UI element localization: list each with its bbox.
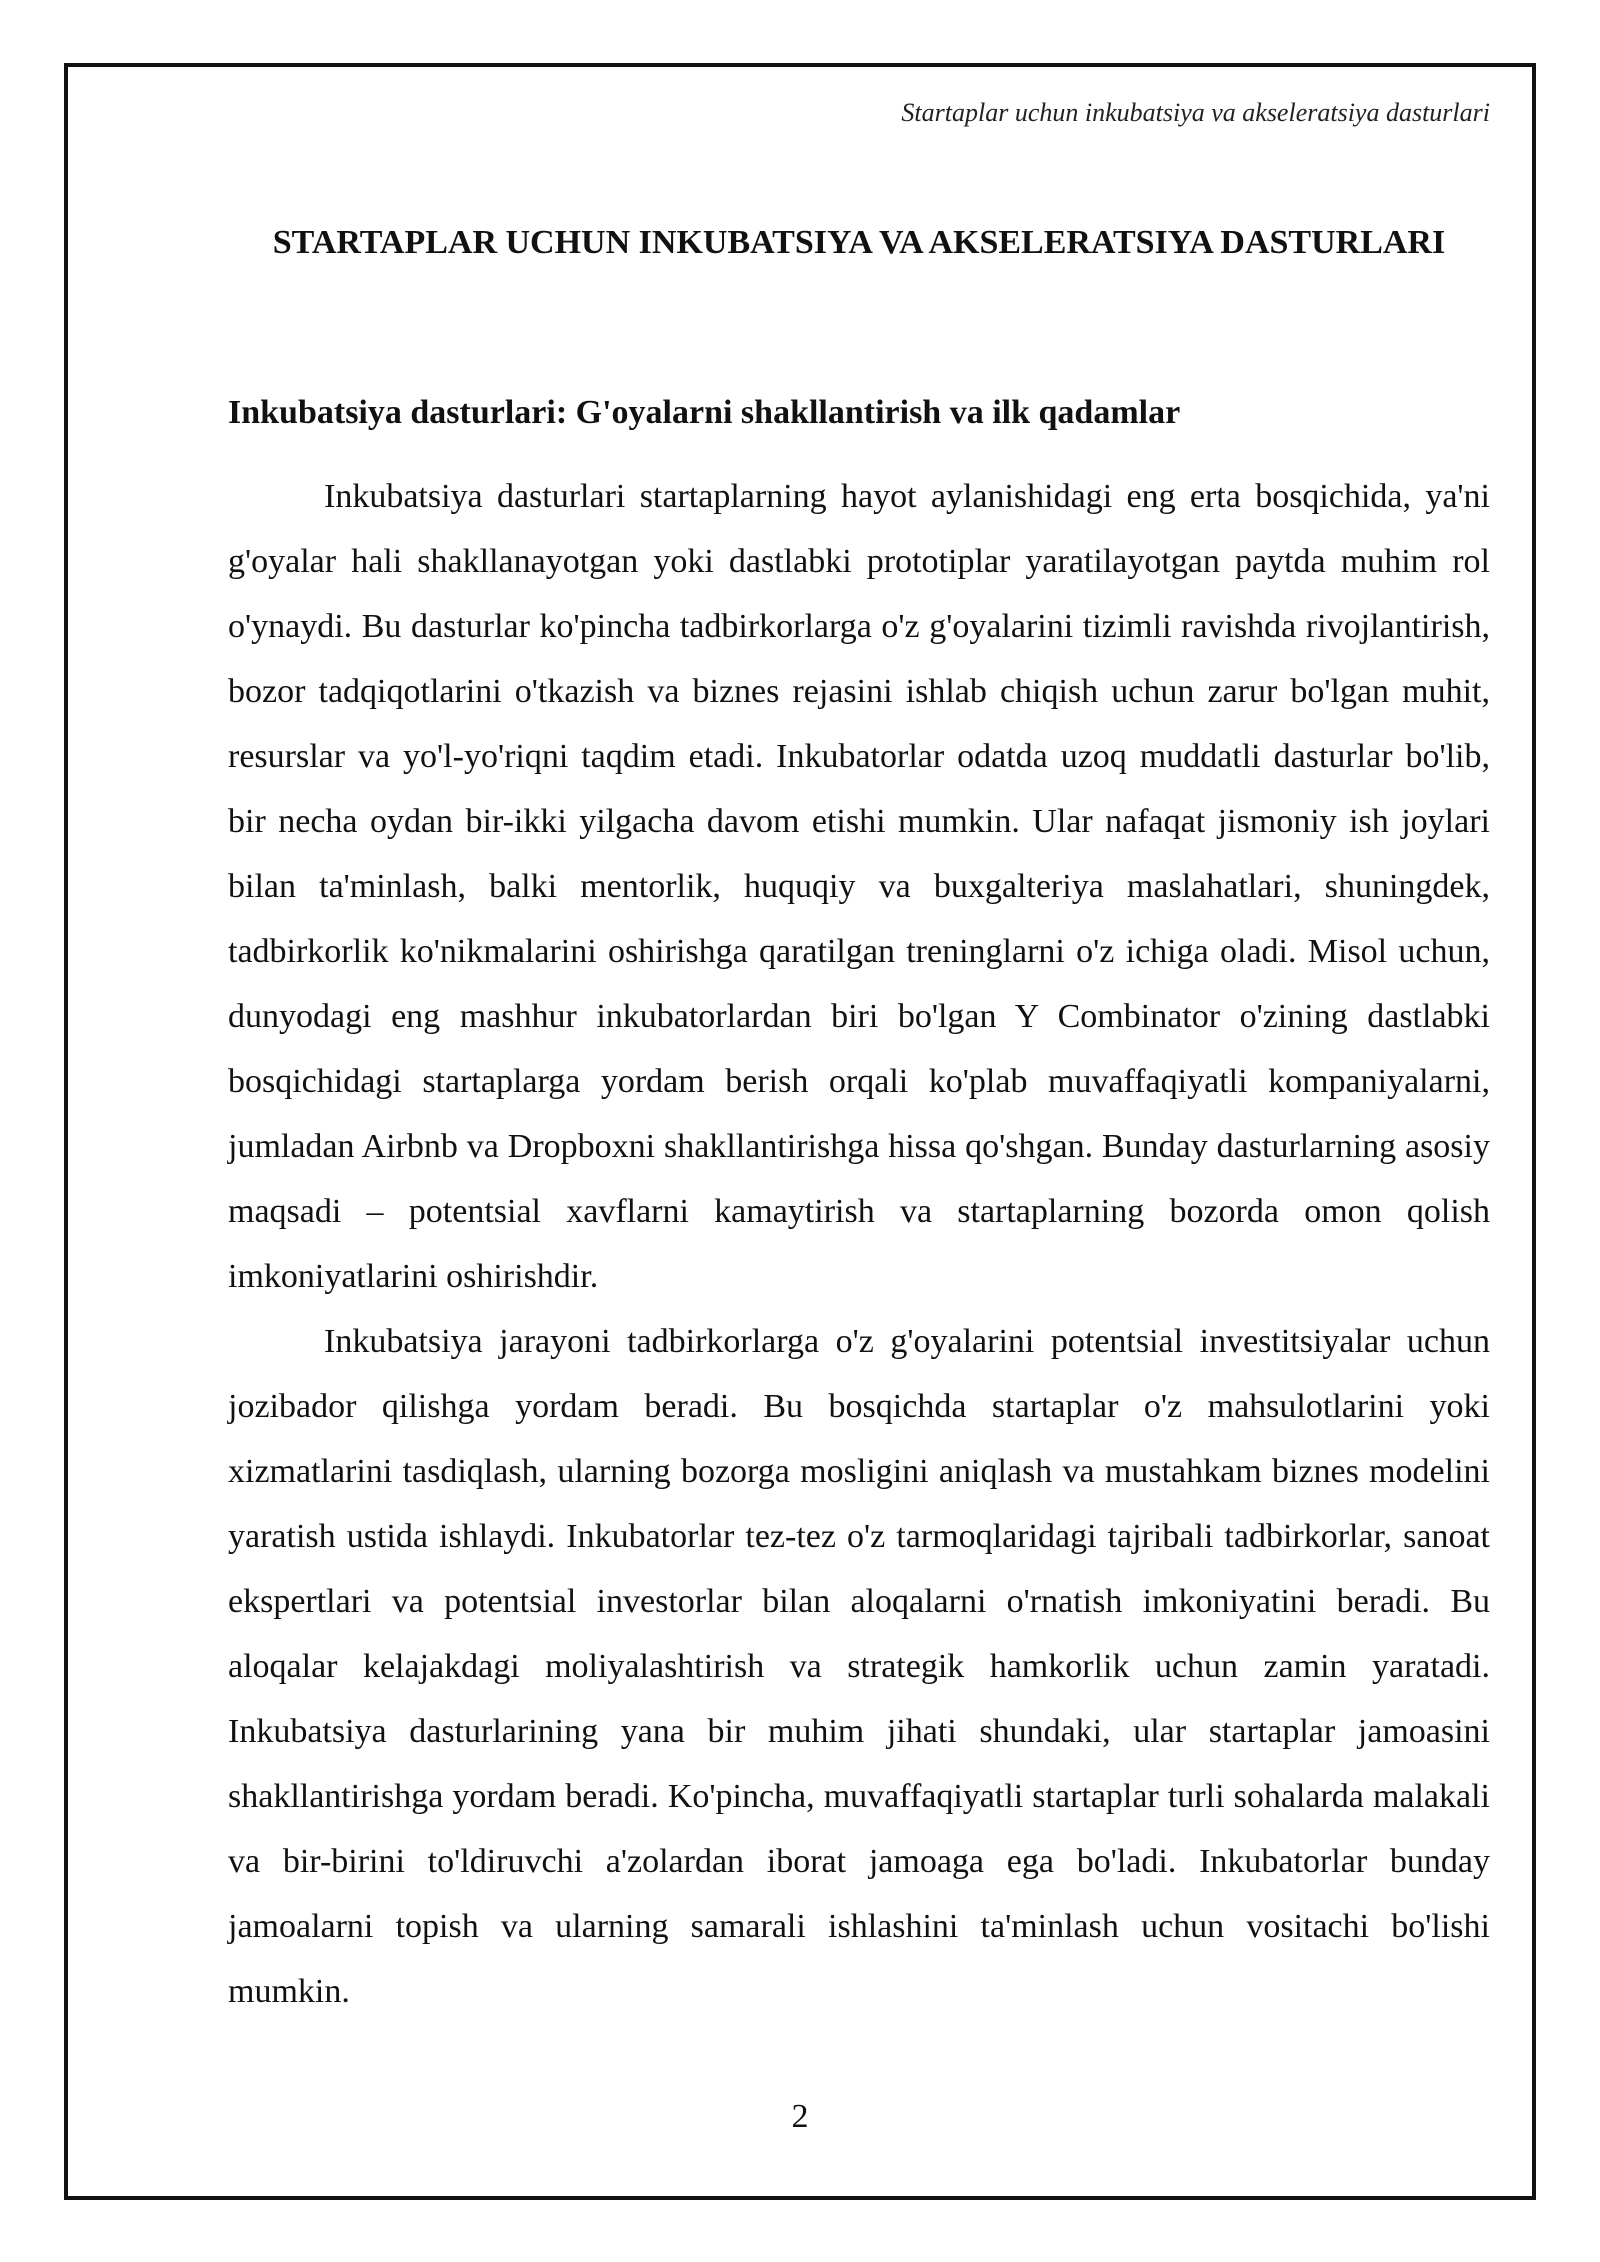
running-header: Startaplar uchun inkubatsiya va akseleratsiya dasturlari [901,98,1490,127]
section-heading: Inkubatsiya dasturlari: G'oyalarni shakllantirish va ilk qadamlar [228,394,1181,431]
paragraph: Inkubatsiya jarayoni tadbirkorlarga o'z g'oyalarini potentsial investitsiyalar uchun jozibador qilishga yordam beradi. Bu bosqichda startaplar o'z mahsulotlarini yoki xizmatlarini tasdiqlash, ularning bozorga mosligini aniqlash va mustahkam biznes modelini yaratish ustida ishlaydi. Inkubatorlar tez-tez o'z tarmoqlaridagi tajribali tadbirkorlar, sanoat ekspertlari va potentsial investorlar bilan aloqalarni o'rnatish imkoniyatini beradi. Bu aloqalar kelajakdagi moliyalashtirish va strategik hamkorlik uchun zamin yaratadi. Inkubatsiya dasturlarining yana bir muhim jihati shundaki, ular startaplar jamoasini shakllantirishga yordam beradi. Ko'pincha, muvaffaqiyatli startaplar turli sohalarda malakali va bir-birini to'ldiruvchi a'zolardan iborat jamoaga ega bo'ladi. Inkubatorlar bunday jamoalarni topish va ularning samarali ishlashini ta'minlash uchun vositachi bo'lishi mumkin. [228,1323,1490,2010]
page-number: 2 [791,2098,809,2135]
paragraph: Inkubatsiya dasturlari startaplarning hayot aylanishidagi eng erta bosqichida, ya'ni g'oyalar hali shakllanayotgan yoki dastlabki prototiplar yaratilayotgan paytda muhim rol o'ynaydi. Bu dasturlar ko'pincha tadbirkorlarga o'z g'oyalarini tizimli ravishda rivojlantirish, bozor tadqiqotlarini o'tkazish va biznes rejasini ishlab chiqish uchun zarur bo'lgan muhit, resurslar va yo'l-yo'riqni taqdim etadi. Inkubatorlar odatda uzoq muddatli dasturlar bo'lib, bir necha oydan bir-ikki yilgacha davom etishi mumkin. Ular nafaqat jismoniy ish joylari bilan ta'minlash, balki mentorlik, huquqiy va buxgalteriya maslahatlari, shuningdek, tadbirkorlik ko'nikmalarini oshirishga qaratilgan treninglarni o'z ichiga oladi. Misol uchun, dunyodagi eng mashhur inkubatorlardan biri bo'lgan Y Combinator o'zining dastlabki bosqichidagi startaplarga yordam berish orqali ko'plab muvaffaqiyatli kompaniyalarni, jumladan Airbnb va Dropboxni shakllantirishga hissa qo'shgan. Bunday dasturlarning asosiy maqsadi – potentsial xavflarni kamaytirish va startaplarning bozorda omon qolish imkoniyatlarini oshirishdir. [228,478,1490,1295]
body-text [228,464,1490,2024]
document-title: STARTAPLAR UCHUN INKUBATSIYA VA AKSELERATSIYA DASTURLARI [272,224,1446,261]
